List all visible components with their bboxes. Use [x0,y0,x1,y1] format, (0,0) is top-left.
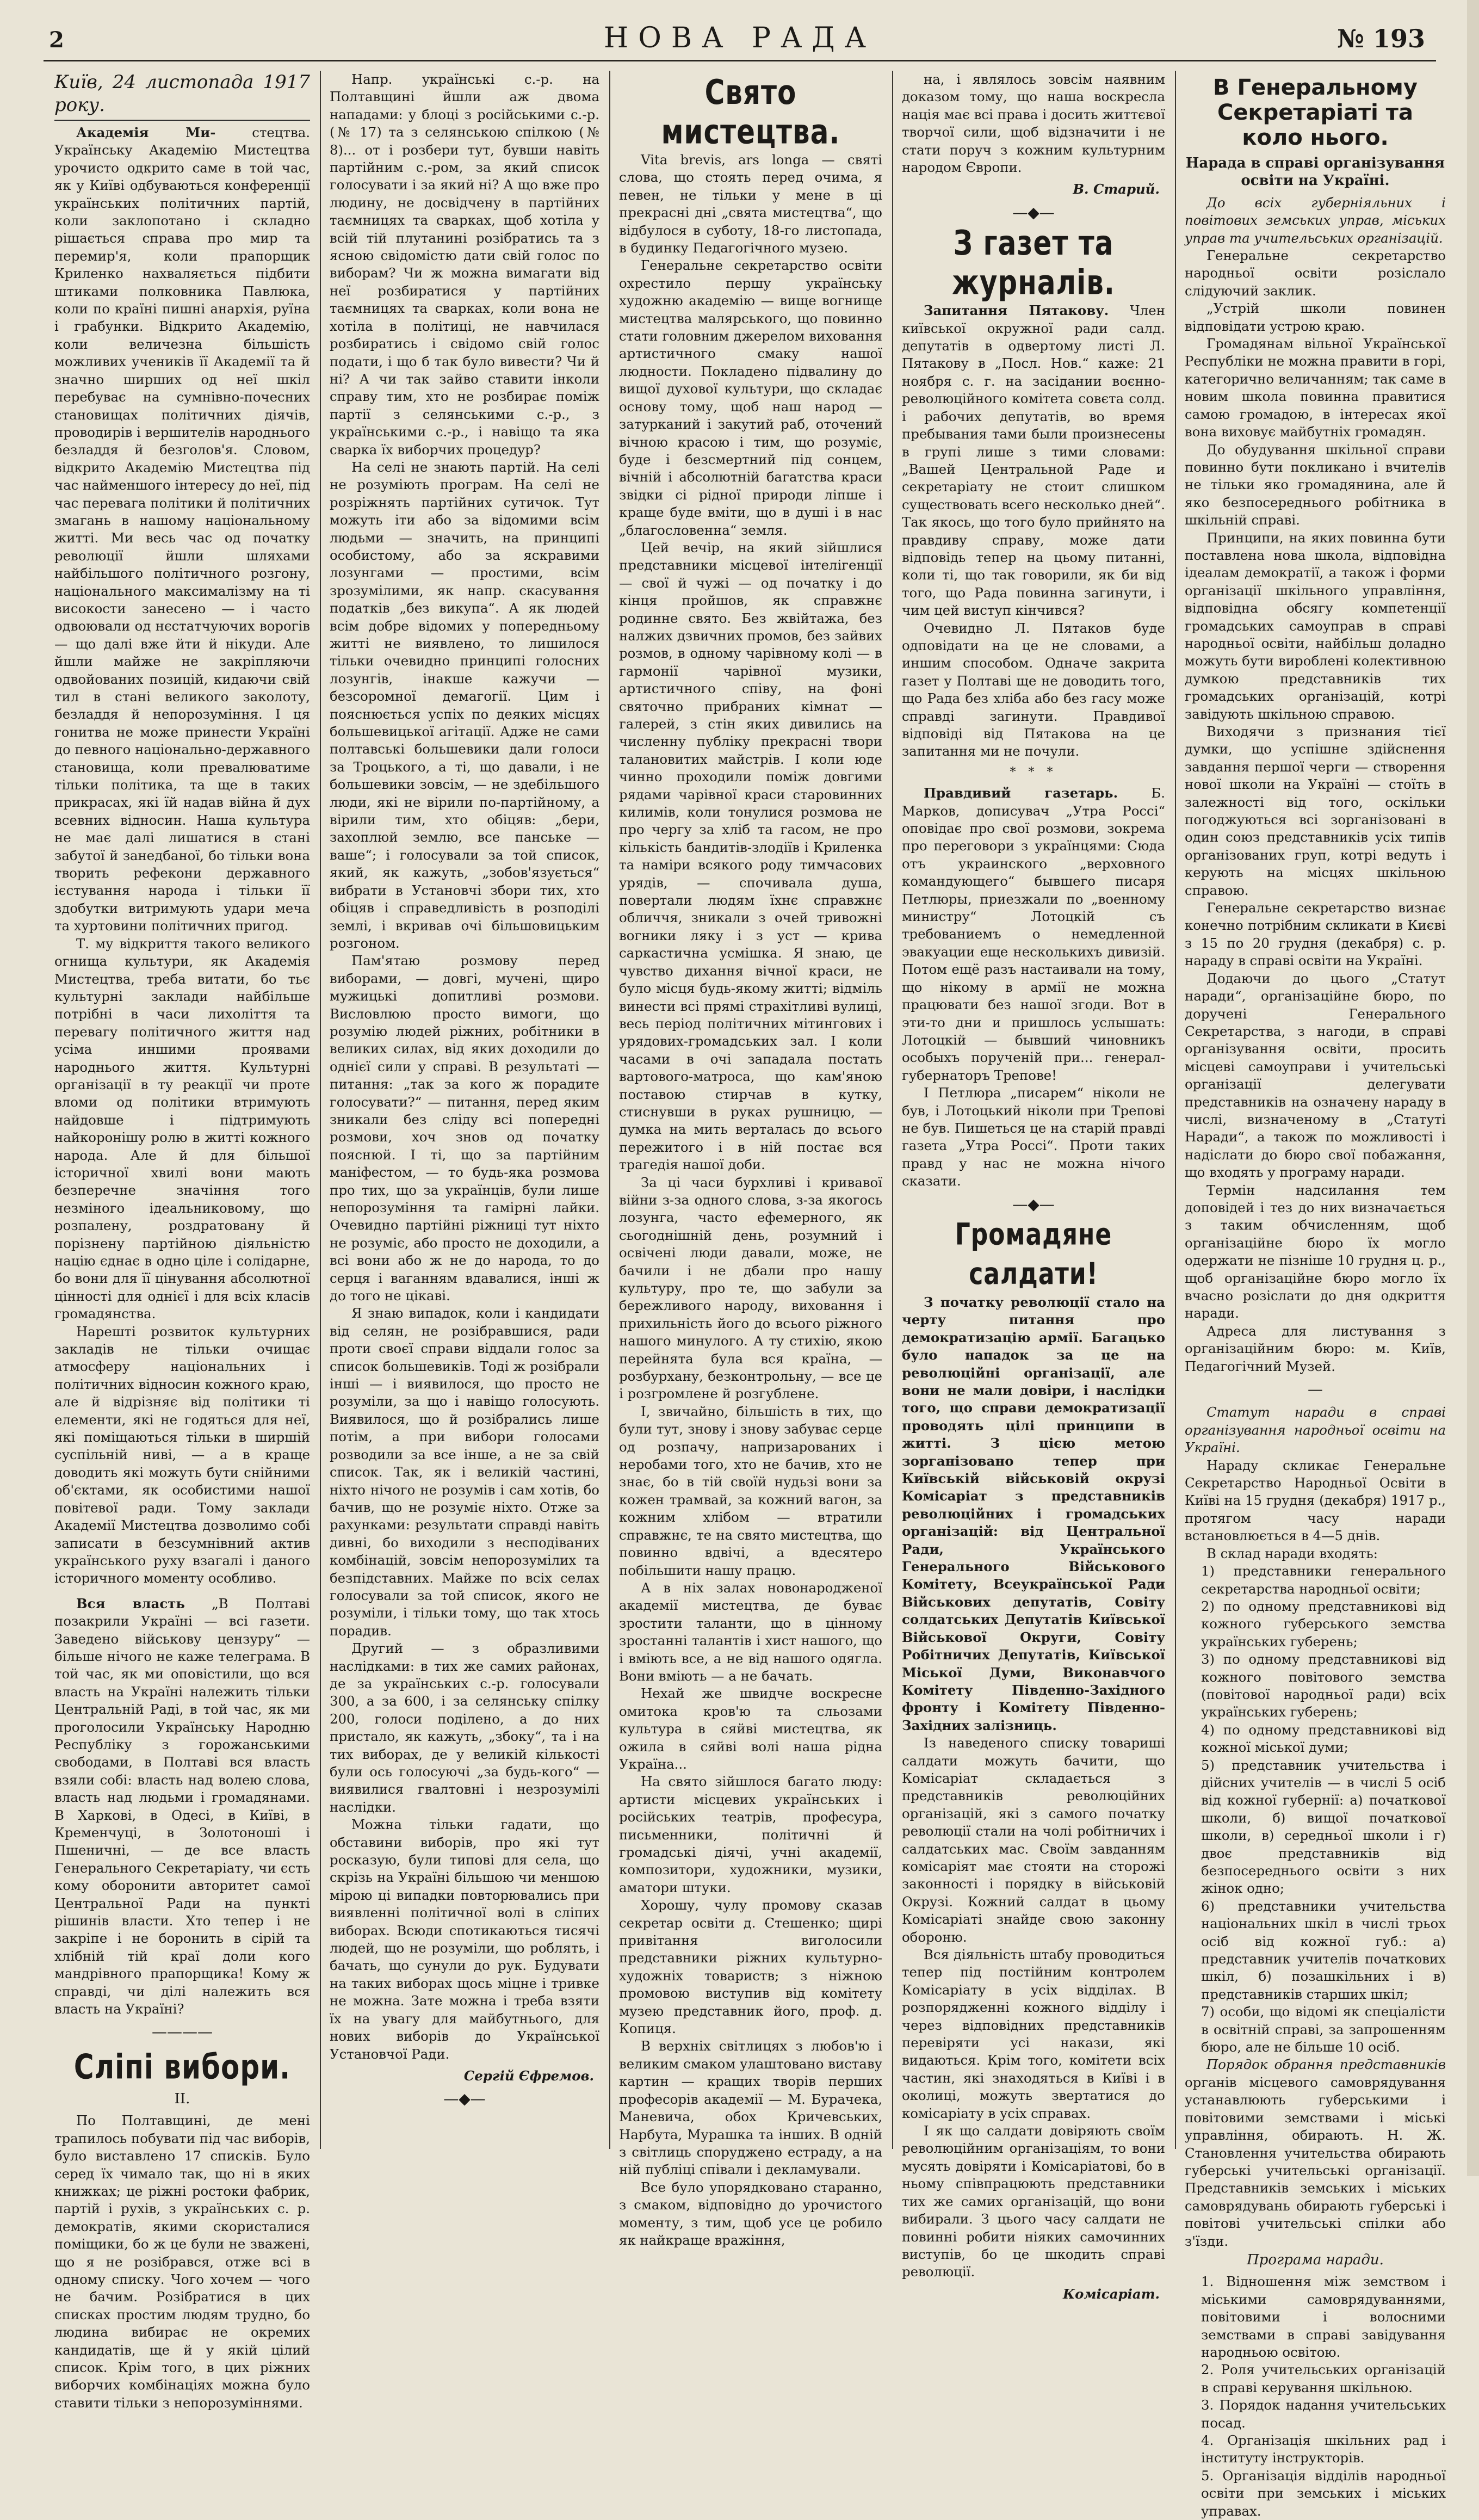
article-headline: Громадяне салдати! [955,1217,1112,1292]
column-rule [320,71,321,2149]
article-lead: Вся власть [76,1595,185,1611]
article-paragraph: На свято зійшлося багато люду: артисти місцевих українських і російських театрів, професура, письменники, політичні й громадські діячі, учні академії, композитори, художники, музики, аматори штуки. [619,1774,882,1895]
list-item: 4) по одному представникові від кожної міської думи; [1201,1721,1446,1756]
list-item: 3) по одному представникові від кожного повітового земства (повітової народньої ради) всіх українських губерень; [1201,1651,1446,1720]
article-paragraph: Нехай же швидче воскресне омитока кров'ю та сльозами культура в сяйві мистецтва, як ожила в сяйві волі наша рідна Україна... [619,1685,882,1772]
article-paragraph: Принципи, на яких повинна бути поставлена нова школа, відповідна ідеалам демократії, а також і форми організації шкільного управління, відповідна обсягу компетенції громадських самоуправ в справі народньої освіти, найбільш доладно можуть бути вироблені колективною думкою представників тих громадських організацій, котрі завідують шкільною справою. [1185,529,1446,722]
list-item: 5. Організація відділів народньої освіти при земських і міських управах. [1201,2467,1446,2519]
column-2 [330,71,599,2154]
article-headline: Свято мистецтва. [661,72,840,152]
list-item: 3. Порядок надання учительських посад. [1201,2397,1446,2431]
article-paragraph: По Полтавщині, де мені трапилось побувати під час виборів, було виставлено 17 списків. Було серед їх чимало так, що ні в яких книжках; це ріжні ростоки фабрик, партій і рухів, з українських с. р. демократів, якими скористалися поміщики, бо ж це були не зважені, що я не розібрався, отже всі в одному списку. Чого хочем — чого не бачим. Розібратися в цих списках простим людям трудно, бо людина вибирає не окремих кандидатів, ще й у якій цілий список. Крім того, в цих ріжних виборчих комбінаціях можна було ставити тільки з непорозуміннями. [54,2113,310,2411]
column-4 [902,71,1165,2302]
dateline: Київ, 24 листопада 1917 року. [54,71,310,121]
article-paragraph: Все було упорядковано старанно, з смаком, відповідно до урочистого моменту, з тим, щоб усе це робило як найкраще вражіння, [619,2179,882,2248]
paragraph-text: „В Полтаві позакрили Україні — всі газети. Заведено військову цензуру“ — більше нічого не каже телеграма. В той час, як ми оповістили, що вся власть на Україні належить тільки Центральній Раді, в той час, як ми проголосили Українську Народню Республіку з горожанськими свободами, в Полтаві вся власть взяли собі: власть над волею слова, власть над людьми і громадянами. В Харкові, в Одесі, в Київі, в Кременчуці, в Золотоноші і Пшеничні, — де все власть Генерального Секретаріату, чи єсть кому оборонити авторитет самої Центральної Ради на пункті рішинів власти. Хто тепер і не закріпе і не боронить в сірій та хлібній тій краї доли кого мандрівного прапорщика! Кому ж справді, чи ділі належить вся власть на Україні? [54,1595,310,2017]
article-paragraph: Термін надсилання тем доповідей і тез до них визначається з таким обчисленням, щоб організаційне бюро їх могло одержати не пізніше 10 грудня ц. р., щоб організаційне бюро могло їх вчасно розіслати до дня одкриття наради. [1185,1182,1446,1321]
page-number: 2 [49,27,64,53]
article-paragraph: Пам'ятаю розмову перед виборами, — довгі, мучені, щиро мужицькі допитливі розмови. Висловлюю просто вимоги, що розумію людей ріжних, робітники в великих силах, від яких доходили до однієї сили у справі. В результаті — питання: „так за кого ж порадите голосувати?“ — питання, перед яким зникали без сліду всі попередні розмови, хоч знов од початку пояснюй. І ті, що за партійним маніфестом, — то будь-яка розмова про тих, що за українців, були лише непорозуміння та гамірні лайки. Очевидно партійні ріжниці тут ніхто не розуміє, або просто не доходили, а всі вони або ж не до народа, то до серця і ваганням вдавалися, інші ж до того не цікаві. [330,953,599,1304]
article-paragraph: І, звичайно, більшість в тих, що були тут, знову і знову забуває серце од розпачу, напризарованих і неробами того, хто не бачив, хто не знає, бо в тій своїй нудьзі вони за кожен трамвай, за кожний вагон, за кожним хлібом — втратили справжнє, те на свято мистецтва, що повинно вдвічі, а вдесятеро побільшити нашу працю. [619,1403,882,1578]
article-paragraph: До всіх губерніяльних і повітових земських управ, міських управ та учительських організацій. [1185,194,1446,246]
article-paragraph: Очевидно Л. Пятаков буде одповідати на це не словами, а иншим способом. Одначе закрита газет у Полтаві ще не доводить того, що Рада без хліба або без гасу може справді загинути. Правдивої відповіді від Пятакова на це запитання ми не почули. [902,620,1165,759]
article-paragraph: Vita brevis, ars longa — святі слова, що стоять перед очима, я певен, не тільки у мене в ці прекрасні дні „свята мистецтва“, що відбулося в суботу, 18-го листопада, в будинку Педагогічного музею. [619,152,882,256]
article-paragraph [54,1595,310,2018]
article-subhead: II. [174,2090,190,2107]
article-paragraph: Нараду скликає Генеральне Секретарство Народньої Освіти в Київі на 15 грудня (декабря) 1917 р., протягом часу наради встановлюється в 4—5 днів. [1185,1457,1446,1544]
article-paragraph: „Устрій школи повинен відповідати устрою краю. [1185,300,1446,334]
paragraph-text: Б. Марков, дописувач „Утра Россі“ оповідає про свої розмови, зокрема про переговори з українцями: Сюда отъ украинского „верховного командующего“ бывшего писаря Петлюры, приезжали по „военному министру“ Лотоцкій съ требованиемъ о немедленной эвакуации еще несколькихъ дивизій. Потом ещё разъ настаивали на тому, що нікому в армії не можна працювати без нашої згоди. Вот в эти-то дни и пришлось услышать: Лотоцкій — бывший чиновникъ особыхъ порученій при... генерал-губернаторъ Трепове! [902,785,1165,1083]
article-paragraph: Цей вечір, на який зійшлися представники місцевої інтелігенції — свої й чужі — од початку і до кінця пройшов, як справжнє родинне свято. Без жвійтажа, без налжих дзвичних промов, без зайвих розмов, в одному чарівному колі — в гармонії чарівної музики, артистичного співу, на фоні святочно прибраних кімнат — галерей, з стін яких дивились на численну публіку прекрасні твори талановитих майстрів. І коли юде чинно проходили поміж довгими рядами чарівної краси старовинних килимів, коли тонулися розмова не про чергу за хліб та гасом, не про кількість бандитів-злодіїв і Криленка та наміри всякого роду тимчасових урядів, — спочивала душа, повертали людям їхнє справжнє обличчя, зникали з очей тривожні вогники ляку і з уст — крива саркастична усмішка. Я знаю, це чувство дихання вічної краси, не було місця будь-якому житті; відміль винести всі прямі страхітливі вулиці, весь період політичних мітингових і урядових-громадських зал. І коли часами в очі западала постать вартового-матроса, що кам'яною поставою стирчав в кутку, стиснувши в руках рушницю, — думка на мить верталась до всього пережитого і в ній постає вся трагедія нашої доби. [619,539,882,1173]
article-paragraph: Виходячи з признания тієї думки, що успішне здійснення завдання першої черги — створення нової школи на Україні — стоїть в залежності від того, оскільки погоджуються всі зорганізовані в один союз представників усіх типів організованих груп, котрі ведуть і керують на місцях шкільною справою. [1185,724,1446,898]
author-signature: В. Старий. [1073,181,1160,197]
article-paragraph: Генеральне секретарство народньої освіти розіслало слідуючий заклик. [1185,248,1446,299]
article-paragraph [1185,2056,1446,2250]
author-signature: Сергій Єфремов. [463,2067,594,2084]
ornament-divider: —◆— [1012,203,1055,221]
article-paragraph: Вся діяльність штабу проводиться тепер під постійним контролем Комісаріату в усіх відділах. В розпорядженні кожного відділу і через відповідних представників перевіряти усі накази, які видаються. Крім того, комітети всіх частин, які знаходяться в Київі і в околиці, можуть звертатися до комісаріату в усіх справах. [902,1947,1165,2121]
article-subhead: Нарада в справі організування освіти на Україні. [1185,155,1445,189]
article-paragraph: І як що салдати довіряють своїм революційним організаціям, то вони мусять довіряти і Комісаріатові, бо в ньому співпрацюють представники тих же самих організацій, що вони вибирали. З цього часу салдати не повинні робити ніяких самочинних виступів, бо це шкодить справі революції. [902,2123,1165,2280]
ornament-divider: —◆— [443,2090,486,2108]
article-lead: Запитання Пятакову. [924,302,1109,319]
column-rule [609,71,610,2149]
column-3 [619,71,882,2248]
column-1 [54,71,310,2411]
article-paragraph: До обудування шкільної справи повинно бути покликано і вчителів не тільки яко громадянина, але й яко безпосереднього робітника в шкільній справі. [1185,441,1446,528]
list-item: 5) представник учительства і дійсних учителів — в числі 5 осіб від кожної губернії: а) початкової школи, б) вищої початкової школи, в) середньої школи і г) двоє представників від безпосереднього освіти з них жінок одно; [1201,1757,1446,1897]
article-paragraph: І Петлюра „писарем“ ніколи не був, і Лотоцький ніколи при Трепові не був. Пишеться це на старій правді газета „Утра Россі“. Проти таких правд у нас не можна нічого сказати. [902,1085,1165,1189]
list-item: 2. Роля учительських організацій в справі керування шкільною. [1201,2362,1446,2395]
article-paragraph: Другий — з образливими наслідками: в тих же самих районах, де за українських с.-р. голосували 300, а за 600, і за селянську спілку 200, голоси поділено, а до них пристало, як кажуть, „збоку“, та і на тих виборах, де у великій кількості були ось голосуючі „за будь-кого“ — виявилися гвалтовні і незрозумілі наслідки. [330,1640,599,1815]
list-item: 2) по одному представникові від кожного губерського земства українських губерень; [1201,1598,1446,1650]
list-item: 1) представники генерального секретарства народньої освіти; [1201,1563,1446,1597]
paragraph-text: стецтва. Українську Академію Мистецтва урочисто одкрито саме в той час, як у Київі одбуваються конференції українських політичних партій, коли заклопотано і складно рішається справа про мир та перемир'я, коли прапорщик Криленко нахваляється підбити штиками полковника Павлюка, коли по країні пишні анархія, руїна і грабунки. Відкрито Академію, коли величезна більшість можливих учеників її Академії та й значно ширших од неї шкіл перебуває на сумнівно-почесних становищах політичних діячів, проводирів і вершителів народнього безладдя й безголов'я. Словом, відкрито Академію Мистецтва під час найменшого інтересу до неї, під час перевага політики й політичних змагань в нашому національному житті. Ми весь час од початку революції йшли шляхами найбільшого політичного розгону, національного максималізму на ті високости занесено — і часто одвоювали од нєстатчуючих ворогів — що далі вже йти й нікуди. Але йшли майже не закріпляючи одвойованих позицій, кидаючи свій тил в стані великого заколоту, безладдя й непорозуміння. І ця гонитва не може принести Україні до певного національно-державного становища, коли превалюватиме тільки політика, та ще в таких прикрасах, які їй надав війна й дух всевних відносин. Наша культура не має далі лишатися в стані забутої й занедбаної, бо тільки вона творить рефекони державного ієстування народа і тільки її здобутки витримують удари меча та хуртовини політичних пригод. [54,125,310,934]
article-paragraph: Я знаю випадок, коли і кандидати від селян, не розібравшися, ради проти своєї справи віддали голос за список большевиків. Тоді ж розібрали інші — і виявилося, що просто не розуміли, за що і навіщо голосують. Виявилося, що й розібрались лише потім, а при вибори голосами розводили за все інше, а не за свій список. Так, як і великій частині, ніхто нічого не розумів і сам хотів, бо бачив, що не розуміє ніхто. Отже за рахунками: результати справді навіть дивні, бо виходили з несподіваних комбінацій, зовсім непорозумілих та безпідставних. Майже по всіх селах голосували за той список, якого не розуміли, і тільки тому, що так хтось порадив. [330,1305,599,1639]
paragraph-lead: Порядок обрання представників [1206,2056,1446,2073]
ornament-divider: — [1308,1380,1323,1399]
article-paragraph: А в ніх залах новонародженої академії мистецтва, де буває зростити таланти, що в цінному зростанні талантів і хист нашого, що і вміють все, а не від нашого одягла. Вони вміють — а не бачать. [619,1579,882,1684]
column-5 [1185,71,1446,2519]
article-paragraph: З початку революції стало на черту питання про демократизацію армії. Багацько було нападок за це на революційні організації, але вони не мали довіри, і наслідки того, що справи демократизації проводять цілі принципи в житті. З цією метою зорганізовано тепер при Київській військовій окрузі Комісаріат з представників революційних і громадських організацій: від Центральної Ради, Українського Генерального Військового Комітету, Всеукраїнської Ради Військових депутатів, Совіту солдатських Депутатів Київської Військової Округи, Совіту Робітничих Депутатів, Київської Міської Думи, Виконавчого Комітету Південно-Західного фронту і Комітету Південно-Західних залізниць. [902,1294,1165,1733]
article-paragraph: Можна тільки гадати, що обставини виборів, про які тут росказую, були типові для села, що скрізь на Україні більшою чи меншою мірою ці випадки повторювались при виявленні політичної волі в сліпих виборах. Всюди спотикаються тисячі людей, що не розуміли, що роблять, і бачать, що сунули до рук. Будувати на таких виборах щось міцне і тривке не можна. Зате можна і треба взяти їх на увагу для майбутнього, для нових виборів до Української Установчої Ради. [330,1817,599,2062]
list-item: 7) особи, що відомі як спеціалісти в освітній справі, за запрошенням бюро, але не більше 10 осіб. [1201,2004,1446,2055]
article-paragraph [902,785,1165,1084]
article-paragraph: На селі не знають партій. На селі не розуміють програм. На селі не розріжнять партійних сутичок. Тут можуть іти або за відомими всім людьми — значить, на принципі особистому, або за яскравими лозунгами — простими, всім зрозумілими, як напр. скасування податків „без викупа“. А як людей всім добре відомих у попередньому житті не виявлено, то лишилося тільки очевидно принципі голосних лозунгів, інакше кажучи — безсоромної демагогії. Цим і пояснюється успіх по деяких місцях большевицької агітації. Адже не сами полтавські большевики дали голоси за Троцького, а ті, що давали, і не большевики зовсім, — не здебільшого люди, які не вірили по-партійному, а вірили тим, хто обіцяв: „бери, захоплюй землю, все панське — ваше“; і голосували за той список, який, як кажуть, „зобов'язується“ вибрати в Установчі збори тих, хто обіцяв і справедливість в розподілі землі, і вкривав очі більшовицьким розгоном. [330,459,599,951]
article-headline: Сліпі вибори. [73,2047,291,2087]
article-paragraph: на, і являлось зовсім наявним доказом тому, що наша воскресла нація має всі права і досить життєвої творчої сили, щоб відзначити і не стати поруч з кожним культурним народом Європи. [902,71,1165,176]
article-lead: Правдивий газетарь. [924,785,1118,801]
article-paragraph: Додаючи до цього „Статут наради“, організаційне бюро, по доручені Генерального Секретарства, з нагоди, в справі організування освіти, просить місцеві самоуправи і учительські організації делегувати представників на означену нараду в числі, визначеному в „Статуті Наради“, а також по можливості і надіслати до бюро свої побажання, що входять у програму наради. [1185,970,1446,1181]
column-rule [1175,71,1176,2149]
article-headline: З газет та журналів. [952,223,1115,302]
article-paragraph [902,302,1165,619]
column-rule [892,71,893,2149]
article-paragraph: Громадянам вільної Української Республіки не можна правити в горі, категорично величанням; так саме в новим школа повинна правитися самою громадою, в інтересах якої вона виховує майбутніх громадян. [1185,336,1446,440]
article-paragraph: В верхніх світлицях з любов'ю і великим смаком улаштовано виставу картин — кращих творів перших професорів академії — М. Бурачека, Маневича, обох Кричевських, Нарбута, Мурашка та інших. В одній з світлиць споруджено естраду, а на ній публіці співали і декламували. [619,2038,882,2178]
paragraph-text: органів місцевого самоврядування устанавлюють губерськими і повітовими земствами і міські управління, обирають. Н. Ж. Становлення учительства обирають губерські учительські організації. Представників земських і міських самоврядувань обирають губерські і повітові учительські спілки або з'їзди. [1185,2074,1446,2249]
article-paragraph: За ці часи бурхливі і кривавої війни з-за одного слова, з-за якогось лозунга, часто ефемерного, як сьогоднішній день, розумний і освічені люди давали, може, не бачили і не дбали про нашу культуру, про те, що забули за бережливого народу, виховання і прихильність його до всього ріжного нашого минулого. А ту стихію, якою перейнята була вся країна, — розбурхану, безконтрольну, — все це і розгромлене й розгублене. [619,1174,882,1402]
article-paragraph: Т. му відкриття такого великого огнища культури, як Академія Мистецтва, треба витати, бо тьє культурні заклади найбільше потрібні в часи лихоліття та перевагу політичного життя над усіма иншими проявами народнього життя. Культурні організації в ту реакції чи проте вломи од політики втримують найдовше і підтримують найкоронішу ролю в житті кожного народа. Але й для більшої історичної хвилі вони мають безперечне значіння того незміного ідеальниковому, що розпалену, роздратовану й порізнену партійною діяльністю націю єднає в одно ціле і солідарне, бо вони для її цінування абсолютної цінності для однієї і для всіх класів громадянства. [54,935,310,1322]
article-paragraph: Статут наради в справі організування народньої освіти на Україні. [1185,1404,1446,1456]
article-paragraph: Хорошу, чулу промову сказав секретар освіти д. Стешенко; щирі привітання виголосили представники ріжних культурно-художніх товариств; з ніжною промовою виступив від комітету музею представник його, проф. д. Копиця. [619,1897,882,2037]
list-item: 4. Організація шкільних рад і інституту інструкторів. [1201,2432,1446,2466]
article-paragraph: Напр. українські с.-р. на Полтавщині йшли аж двома нападами: у блоці з російськими с.-р. (№ 17) та з селянською спілкою (№ 8)... от і розбери тут, бувши навіть партійним с.-ром, за який список голосувати і за який ні? А що вже про людину, не досвідчену в партійних таємницях та сварках, щоб хотіла у всій тій плутанині розібратись та з ясною свідомістю дати свій голос по виборам? Чи ж можна вимагати від неї розбиратися у партійних таємницях та сварках, коли вона не хотіла в політиці, не навчилася розбиратись і свідомо свій голос подати, і що б так було вивести? Чи й ні? А чи так зайво ставити інколи справу тим, хто не розбирає поміж партії з селянськими с.-р., з українськими с.-р., і навіщо та яка сварка їх виборчих процедур? [330,71,599,458]
article-subhead: Програма наради. [1247,2251,1384,2268]
article-paragraph: Генеральне секретарство освіти охрестило першу українську художню академію — вище вогнище мистецтва малярського, що повинно стати головним джерелом виховання артистичного смаку нашої людности. Покладено підвалину до вищої духової культури, що складає основу тому, щоб наш народ — затурканий і закутий раб, оточений вічною красою і тим, що розуміє, буде і безсмертний під сонцем, вічній і абсолютній багатства краси звідки сі рідної природи ліпше і краще буде вміти, що в душі і в нас „благословенна“ земля. [619,257,882,538]
participants-list [1185,1562,1446,2056]
list-item: 6) представники учительства національних шкіл в числі трьох осіб від кожної губ.: а) представник учителів початкових шкіл, б) позашкільних і в) представників старших шкіл; [1201,1898,1446,2002]
list-item: 1. Відношення між земством і міськими самоврядуваннями, повітовими і волосними земствами в справі завідування народньою освітою. [1201,2274,1446,2360]
page-header [44,16,1436,61]
article-paragraph: Генеральне секретарство визнає конечно потрібним скликати в Києві з 15 по 20 грудня (декабря) с. р. нараду в справі освіти на Україні. [1185,900,1446,969]
article-paragraph: Нарешті розвиток культурних закладів не тільки очищає атмосферу національних і політичних відносин кожного краю, але й відрізняє від політики ті елементи, які не годяться для неї, які поміщаються тільки в ширшій суспільній ниві, — а в краще доводить які можуть бути снійними об'єктами, як особистими нашої повітевої ради. Тому заклади Академії Мистецтва дозволимо собі записати в безсумнівний актив українського руху взагалі і даного історичного моменту особливо. [54,1323,310,1586]
section-stars: * * * [1010,765,1057,779]
page-edge [1467,0,1479,2176]
article-headline: В Генеральному Секретаріаті та коло нього. [1213,75,1418,150]
article-paragraph: Із наведеного списку товариші салдати можуть бачити, що Комісаріат складається з представників революційних організацій, які з самого початку революції стали на чолі робітничих і салдатських мас. Своїм завданням комісаріят має стояти на сторожі законності і порядку в військовій Окрузі. Кожний салдат в цьому Комісаріаті знайде свою законну обороню. [902,1735,1165,1945]
article-lead: Академія Ми- [76,125,216,140]
ornament-divider: ———— [152,2023,213,2041]
program-list [1185,2273,1446,2520]
masthead-title: НОВА РАДА [603,22,876,54]
article-paragraph: В склад наради входять: [1206,1545,1378,1561]
paragraph-text: Член київської окружної ради салд. депутатів в одвертому листі Л. Пятакову в „Посл. Нов.“ каже: 21 ноября с. г. на засідании воєнно-революційного комітета совєта солд. і рабочих депутатів, во время пребывания тами были произнесены в групі лише з тими словами: „Вашей Центральной Раде и секретаріату не стоит слишком существовать всего несколько дней“. Так якось, що того було прийнято на правдиву справу, може дати відповідь тепер на цьому питанні, коли ті, що так говорили, як би від того, що Рада повинна загинути, і чим цей виступ кінчився? [902,302,1165,619]
issue-number: № 193 [1336,24,1425,53]
article-paragraph [54,124,310,935]
author-signature: Комісаріат. [1063,2286,1160,2302]
article-paragraph: Адреса для листування з організаційним бюро: м. Київ, Педагогічний Музей. [1185,1323,1446,1374]
ornament-divider: —◆— [1012,1195,1055,1213]
